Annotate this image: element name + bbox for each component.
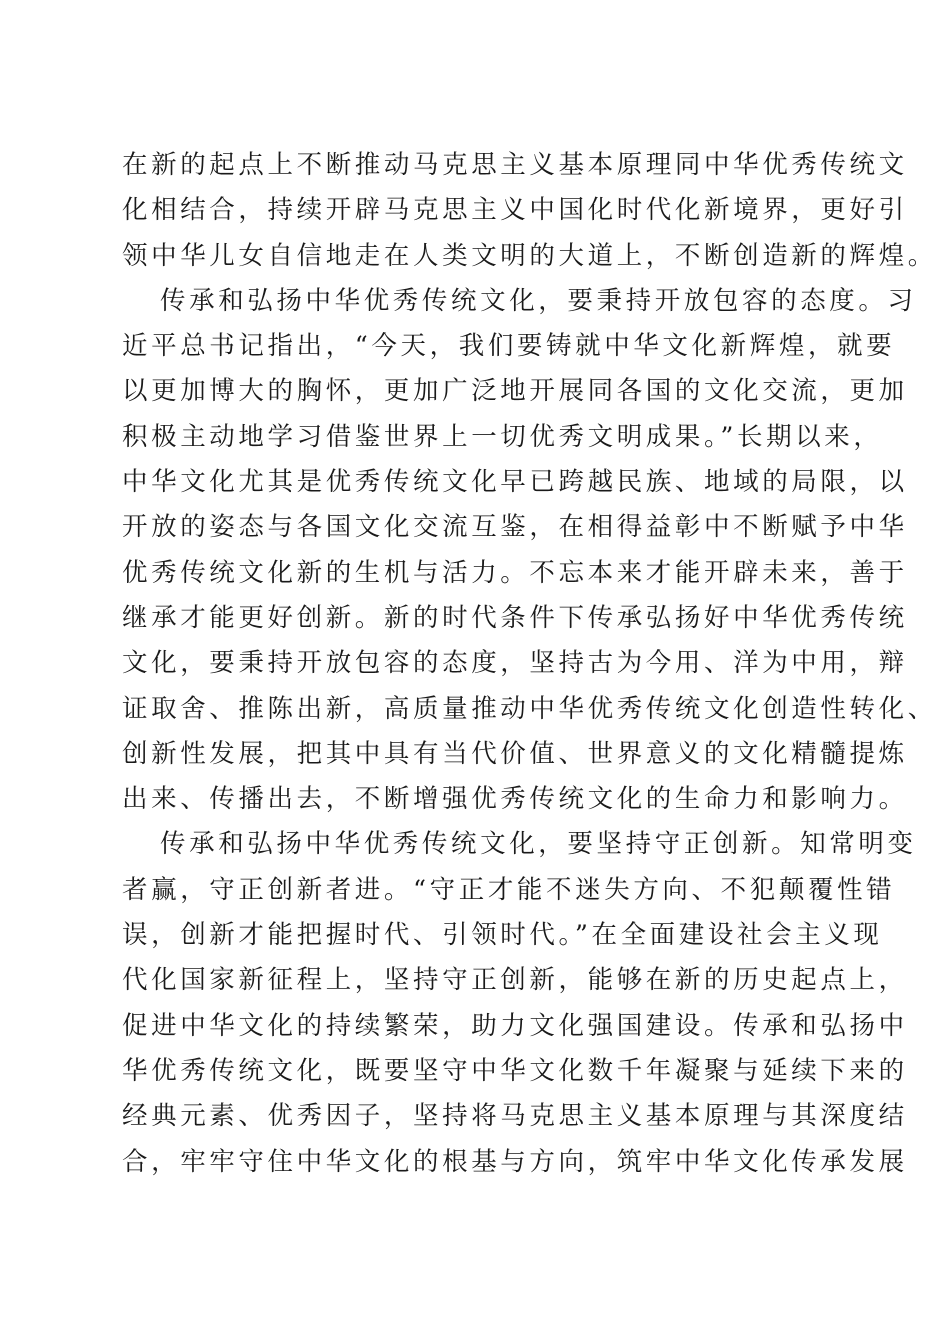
text-line: 误，创新才能把握时代、引领时代。”在全面建设社会主义现 — [122, 920, 883, 951]
text-line: 促进中华文化的持续繁荣，助力文化强国建设。传承和弘扬中 — [122, 1010, 908, 1041]
text-line: 文化，要秉持开放包容的态度，坚持古为今用、洋为中用，辩 — [122, 648, 908, 679]
text-line: 创新性发展，把其中具有当代价值、世界意义的文化精髓提炼 — [122, 738, 908, 769]
text-line: 近平总书记指出，“今天，我们要铸就中华文化新辉煌，就要 — [122, 331, 896, 362]
text-line: 在新的起点上不断推动马克思主义基本原理同中华优秀传统文 — [122, 150, 908, 180]
text-line: 出来、传播出去，不断增强优秀传统文化的生命力和影响力。 — [122, 784, 908, 815]
text-line: 开放的姿态与各国文化交流互鉴，在相得益彰中不断赋予中华 — [122, 512, 908, 543]
text-line: 合，牢牢守住中华文化的根基与方向，筑牢中华文化传承发展 — [122, 1146, 908, 1177]
text-line: 经典元素、优秀因子，坚持将马克思主义基本原理与其深度结 — [122, 1101, 908, 1132]
text-line: 以更加博大的胸怀，更加广泛地开展同各国的文化交流，更加 — [122, 376, 908, 407]
text-line: 中华文化尤其是优秀传统文化早已跨越民族、地域的局限，以 — [122, 467, 908, 498]
text-line: 领中华儿女自信地走在人类文明的大道上，不断创造新的辉煌。 — [122, 240, 937, 271]
text-line: 华优秀传统文化，既要坚守中华文化数千年凝聚与延续下来的 — [122, 1055, 908, 1086]
text-line: 者赢，守正创新者进。“守正才能不迷失方向、不犯颠覆性错 — [122, 874, 896, 905]
text-line: 优秀传统文化新的生机与活力。不忘本来才能开辟未来，善于 — [122, 557, 908, 588]
text-line: 继承才能更好创新。新的时代条件下传承弘扬好中华优秀传统 — [122, 602, 908, 633]
paragraph-start-line: 传承和弘扬中华优秀传统文化，要坚持守正创新。知常明变 — [160, 829, 917, 860]
text-line: 化相结合，持续开辟马克思主义中国化时代化新境界，更好引 — [122, 195, 908, 226]
paragraph-start-line: 传承和弘扬中华优秀传统文化，要秉持开放包容的态度。习 — [160, 285, 917, 316]
body-text — [122, 143, 937, 1185]
text-line: 证取舍、推陈出新，高质量推动中华优秀传统文化创造性转化、 — [122, 693, 937, 724]
text-line: 积极主动地学习借鉴世界上一切优秀文明成果。”长期以来， — [122, 421, 883, 452]
text-line: 代化国家新征程上，坚持守正创新，能够在新的历史起点上， — [122, 965, 908, 996]
